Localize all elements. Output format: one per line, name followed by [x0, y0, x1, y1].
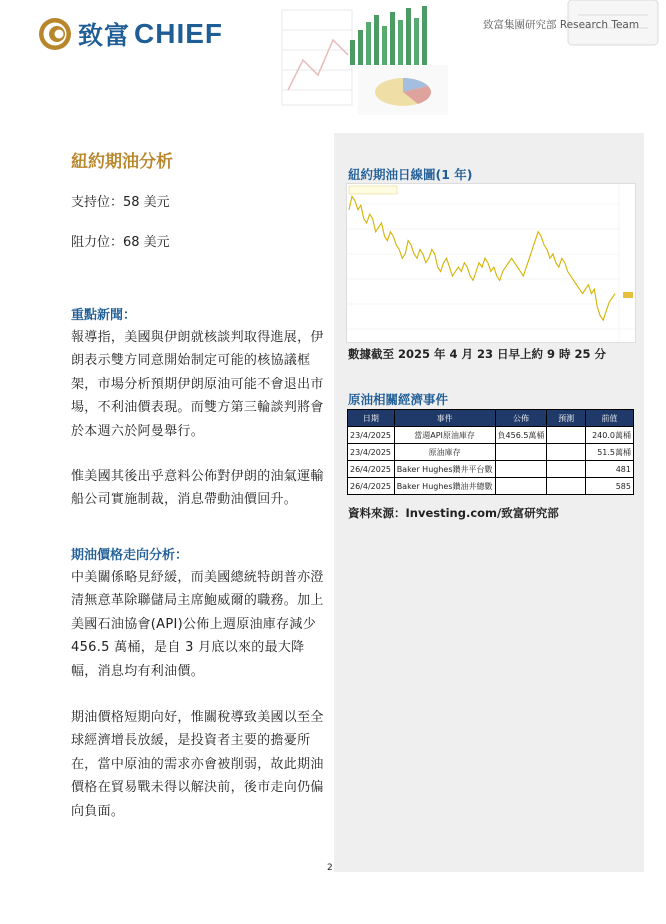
cell-event: 當週API原油庫存	[394, 427, 495, 444]
resistance-level: 阻力位：68 美元	[71, 235, 170, 250]
trend-heading: 期油價格走向分析：	[71, 548, 189, 563]
events-table	[347, 409, 634, 495]
chart-caption: 數據截至 2025 年 4 月 23 日早上約 9 時 25 分	[348, 347, 607, 361]
trend-paragraph-2: 期油價格短期向好，惟關稅導致美國以至全球經濟增長放緩，是投資者主要的擔憂所在，當中原油的需求亦會被削弱，故此期油價格在貿易戰未得以解決前，後市走向仍偏向負面。	[71, 710, 324, 819]
article-title: 紐約期油分析	[71, 152, 173, 172]
cell-date: 26/4/2025	[348, 478, 395, 495]
cell-actual: 負456.5萬桶	[495, 427, 547, 444]
brand-name-cn: 致富	[78, 21, 131, 50]
logo-mark-icon	[38, 17, 72, 51]
events-header-row	[348, 410, 634, 427]
cell-forecast	[547, 427, 585, 444]
header-date: 日期	[348, 410, 395, 427]
cell-forecast	[547, 478, 585, 495]
research-team-label: 致富集團研究部 Research Team	[483, 19, 640, 31]
cell-date: 26/4/2025	[348, 461, 395, 478]
cell-previous: 481	[585, 461, 633, 478]
news-heading: 重點新聞：	[71, 308, 137, 323]
page-number: 2	[327, 863, 333, 873]
trend-paragraph-1: 中美關係略見紓緩，而美國總統特朗普亦澄清無意革除聯儲局主席鮑威爾的職務。加上美國石油協會(API)公佈上週原油庫存減少 456.5 萬桶，是自 3 月底以來的最大降幅，消息均有利油價。	[71, 570, 324, 679]
brand-logo	[38, 16, 223, 52]
cell-event: 原油庫存	[394, 444, 495, 461]
table-row	[348, 478, 634, 495]
cell-forecast	[547, 444, 585, 461]
news-paragraph-2: 惟美國其後出乎意料公佈對伊朗的油氣運輸船公司實施制裁，消息帶動油價回升。	[71, 469, 324, 508]
brand-name-en: CHIEF	[134, 18, 224, 49]
cell-date: 23/4/2025	[348, 427, 395, 444]
cell-actual	[495, 444, 547, 461]
header-actual: 公佈	[495, 410, 547, 427]
cell-previous: 51.5萬桶	[585, 444, 633, 461]
cell-forecast	[547, 461, 585, 478]
cell-actual	[495, 461, 547, 478]
cell-date: 23/4/2025	[348, 444, 395, 461]
cell-previous: 585	[585, 478, 633, 495]
events-title: 原油相關經濟事件	[348, 392, 449, 407]
support-level: 支持位：58 美元	[71, 195, 170, 210]
cell-event: Baker Hughes鑽井平台數	[394, 461, 495, 478]
header-previous: 前值	[585, 410, 633, 427]
news-paragraph-1: 報導指，美國與伊朗就核談判取得進展，伊朗表示雙方同意開始制定可能的核協議框架，市場分析預期伊朗原油可能不會退出市場，不利油價表現。而雙方第三輪談判將會於本週六於阿曼舉行。	[71, 330, 324, 439]
cell-actual	[495, 478, 547, 495]
table-row	[348, 427, 634, 444]
cell-event: Baker Hughes鑽油井總數	[394, 478, 495, 495]
page-header	[0, 0, 666, 120]
price-chart-svg	[347, 184, 635, 342]
header-forecast: 預測	[547, 410, 585, 427]
table-row	[348, 444, 634, 461]
chart-title: 紐約期油日線圖(1 年)	[348, 167, 473, 182]
source-note: 資料來源：Investing.com/致富研究部	[348, 506, 559, 520]
price-chart	[346, 183, 636, 343]
table-row	[348, 461, 634, 478]
cell-previous: 240.0萬桶	[585, 427, 633, 444]
header-event: 事件	[394, 410, 495, 427]
